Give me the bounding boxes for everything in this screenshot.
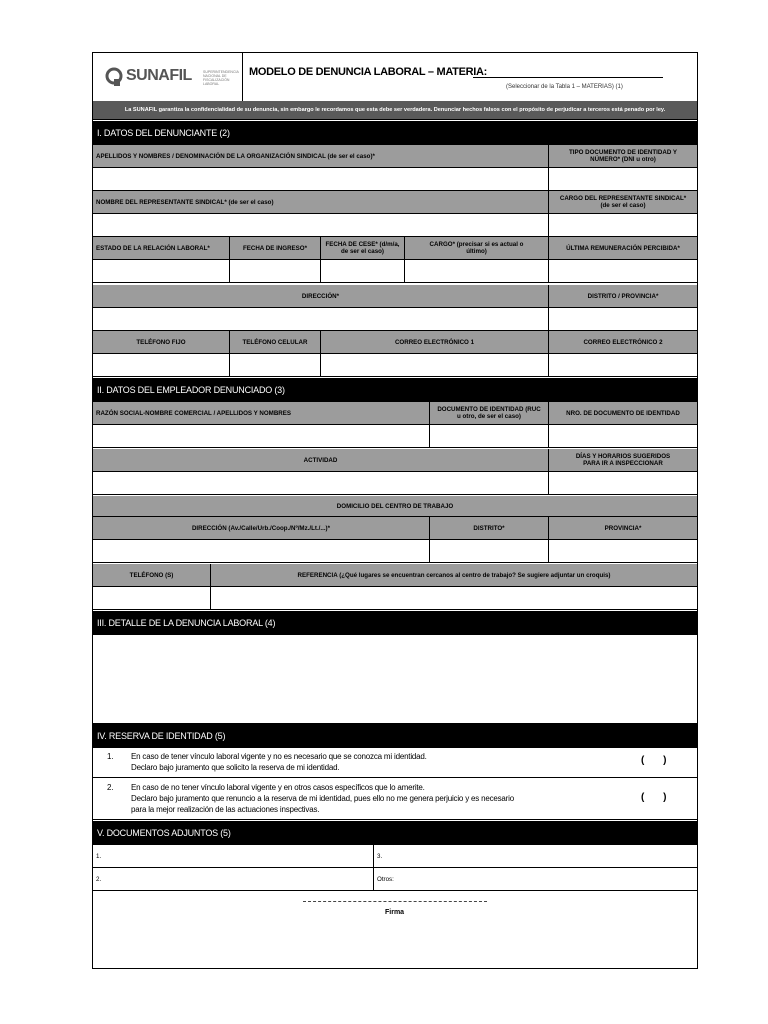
form-header (93, 53, 697, 102)
label-razon-social: RAZÓN SOCIAL-NOMBRE COMERCIAL / APELLIDOS Y NOMBRES (93, 402, 430, 424)
row-header (93, 496, 697, 517)
field-distrito[interactable] (430, 540, 549, 562)
materia-input-line[interactable] (473, 77, 663, 78)
section-4-title: IV. RESERVA DE IDENTIDAD (5) (93, 724, 697, 748)
label-telefono-celular: TELÉFONO CELULAR (230, 331, 321, 353)
row-input (93, 425, 697, 448)
label-direccion: DIRECCIÓN* (93, 285, 549, 307)
sunafil-logo-icon (105, 67, 123, 87)
signature-label: Firma (385, 909, 405, 916)
documents-row (93, 845, 697, 868)
section-5-title: V. DOCUMENTOS ADJUNTOS (5) (93, 821, 697, 845)
section-3-title: III. DETALLE DE LA DENUNCIA LABORAL (4) (93, 611, 697, 635)
label-correo-1: CORREO ELECTRÓNICO 1 (321, 331, 549, 353)
field-tipo-documento[interactable] (549, 168, 697, 190)
field-correo-2[interactable] (549, 354, 697, 376)
label-documento-identidad: DOCUMENTO DE IDENTIDAD (RUC u otro, de ser el caso) (430, 402, 549, 424)
field-telefono[interactable] (93, 587, 211, 609)
checkbox-option-1[interactable]: ( ) (641, 755, 675, 766)
field-correo-1[interactable] (321, 354, 549, 376)
label-fecha-ingreso: FECHA DE INGRESO* (230, 237, 321, 259)
field-dias-horarios[interactable] (549, 472, 697, 494)
row-input (93, 472, 697, 495)
field-cargo-representante[interactable] (549, 214, 697, 236)
field-remuneracion[interactable] (549, 260, 697, 282)
label-referencia: REFERENCIA (¿Qué lugares se encuentran cercanos al centro de trabajo? Se sugiere adjuntar un croquis) (297, 571, 611, 579)
label-apellidos: APELLIDOS Y NOMBRES / DENOMINACIÓN DE LA ORGANIZACIÓN SINDICAL (de ser el caso)* (93, 145, 549, 167)
field-razon-social[interactable] (93, 425, 430, 447)
materia-hint: (Seleccionar de la Tabla 1 – MATERIAS) (1) (506, 84, 623, 90)
reserva-option-2 (93, 778, 697, 820)
label-distrito: DISTRITO* (430, 517, 549, 539)
option-text: para la mejor realización de las actuaciones inspectivas. (131, 805, 320, 814)
option-text: En caso de no tener vínculo laboral vigente y en otros casos específicos que lo amerite. (131, 783, 425, 792)
field-actividad[interactable] (93, 472, 549, 494)
option-number: 2. (107, 783, 114, 792)
label-telefono: TELÉFONO (S) (93, 564, 211, 586)
label-telefono-fijo: TELÉFONO FIJO (93, 331, 230, 353)
row-input (93, 260, 697, 283)
option-text: Declaro bajo juramento que solicito la reserva de mi identidad. (131, 763, 340, 772)
option-text: En caso de tener vínculo laboral vigente y no es necesario que se conozca mi identidad. (131, 752, 427, 761)
confidentiality-notice: La SUNAFIL garantiza la confidencialidad de su denuncia, sin embargo le recordamos que esta debe ser verdadera. Denunciar hechos falsos con el propósito de perjudicar a terceros está penado por ley. (93, 101, 697, 120)
document-1-field[interactable]: 1. (93, 845, 374, 867)
label-cargo-representante: CARGO DEL REPRESENTANTE SINDICAL* (de ser el caso) (559, 195, 687, 209)
field-direccion-empleador[interactable] (93, 540, 430, 562)
document-others-field[interactable]: Otros: (377, 875, 394, 883)
field-cargo[interactable] (405, 260, 549, 282)
option-number: 1. (107, 752, 114, 761)
row-input (93, 587, 697, 610)
option-text: Declaro bajo juramento que renuncio a la reserva de mi identidad, pues ello no me genera perjuicio y es necesario (131, 794, 514, 803)
label-domicilio: DOMICILIO DEL CENTRO DE TRABAJO (336, 502, 454, 510)
page-title: MODELO DE DENUNCIA LABORAL – MATERIA: (249, 66, 488, 78)
complaint-form (92, 52, 698, 969)
row-header (93, 285, 697, 308)
logo-text: SUNAFIL (126, 67, 192, 84)
row-header (93, 237, 697, 260)
field-distrito-provincia[interactable] (549, 308, 697, 330)
row-input (93, 354, 697, 377)
label-nro-documento: NRO. DE DOCUMENTO DE IDENTIDAD (566, 409, 680, 417)
label-remuneracion: ÚLTIMA REMUNERACIÓN PERCIBIDA* (566, 244, 680, 252)
row-header (93, 402, 697, 425)
signature-line[interactable] (303, 901, 487, 902)
row-header (93, 331, 697, 354)
section-2-title: II. DATOS DEL EMPLEADOR DENUNCIADO (3) (93, 378, 697, 402)
label-fecha-cese: FECHA DE CESE* (d/m/a, de ser el caso) (321, 237, 405, 259)
label-tipo-documento: TIPO DOCUMENTO DE IDENTIDAD Y NÚMERO* (DNI u otro) (568, 149, 678, 163)
field-telefono-celular[interactable] (230, 354, 321, 376)
label-distrito-provincia: DISTRITO / PROVINCIA* (587, 292, 659, 300)
field-provincia[interactable] (549, 540, 697, 562)
field-documento-identidad[interactable] (430, 425, 549, 447)
reserva-option-1 (93, 748, 697, 778)
label-provincia: PROVINCIA* (604, 524, 642, 532)
field-apellidos[interactable] (93, 168, 549, 190)
field-fecha-cese[interactable] (321, 260, 405, 282)
document-3-field[interactable]: 3. (377, 852, 383, 860)
logo (93, 53, 243, 101)
documents-row (93, 868, 697, 891)
section-1-title: I. DATOS DEL DENUNCIANTE (2) (93, 121, 697, 145)
checkbox-option-2[interactable]: ( ) (641, 792, 675, 803)
field-telefono-fijo[interactable] (93, 354, 230, 376)
field-fecha-ingreso[interactable] (230, 260, 321, 282)
row-header (93, 145, 697, 168)
field-referencia[interactable] (211, 587, 697, 609)
row-input (93, 540, 697, 563)
row-input (93, 168, 697, 191)
field-estado-relacion[interactable] (93, 260, 230, 282)
row-header (93, 564, 697, 587)
label-direccion-empleador: DIRECCIÓN (Av./Calle/Urb./Coop./Nº/Mz./Lt./...)* (93, 517, 430, 539)
field-direccion[interactable] (93, 308, 549, 330)
field-detalle-denuncia[interactable] (93, 635, 697, 724)
label-dias-horarios: DÍAS Y HORARIOS SUGERIDOS PARA IR A INSPECCIONAR (575, 453, 671, 467)
label-correo-2: CORREO ELECTRÓNICO 2 (583, 338, 663, 346)
row-header (93, 517, 697, 540)
logo-subtitle: SUPERINTENDENCIA NACIONAL DE FISCALIZACIÓN LABORAL (203, 70, 239, 86)
row-input (93, 308, 697, 331)
field-nro-documento[interactable] (549, 425, 697, 447)
row-input (93, 214, 697, 237)
document-2-field[interactable]: 2. (93, 868, 374, 890)
row-header (93, 449, 697, 472)
row-header (93, 191, 697, 214)
label-actividad: ACTIVIDAD (93, 449, 549, 471)
label-representante: NOMBRE DEL REPRESENTANTE SINDICAL* (de ser el caso) (93, 191, 549, 213)
label-estado-relacion: ESTADO DE LA RELACIÓN LABORAL* (93, 237, 230, 259)
field-representante[interactable] (93, 214, 549, 236)
label-cargo: CARGO* (precisar si es actual o último) (405, 237, 549, 259)
